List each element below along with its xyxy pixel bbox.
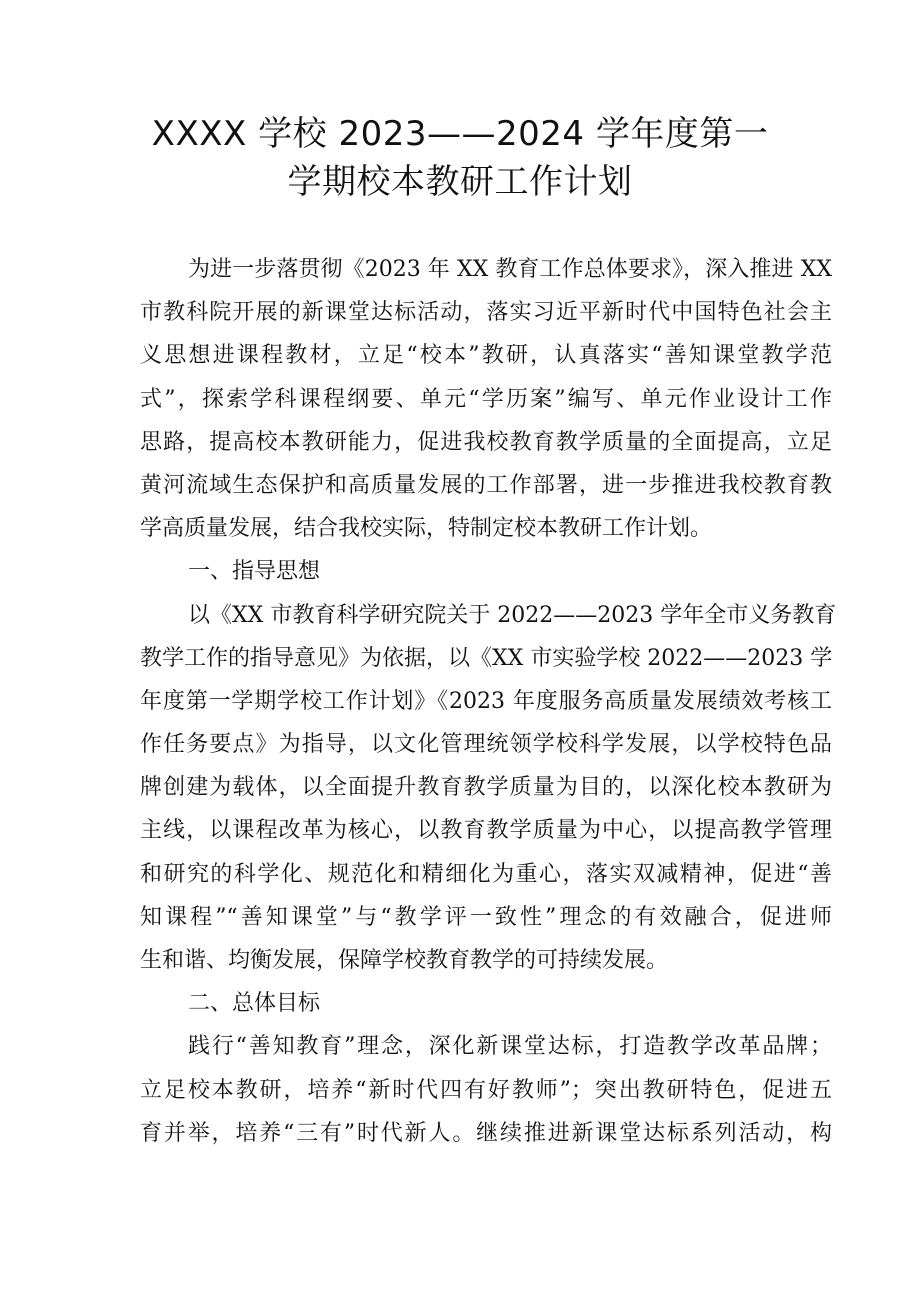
body-line: 立足校本教研，培养“新时代四有好教师”；突出教研特色，促进五 <box>140 1077 832 1103</box>
body-line: 牌创建为载体，以全面提升教育教学质量为目的，以深化校本教研为 <box>140 775 832 801</box>
body-line: 学高质量发展，结合我校实际，特制定校本教研工作计划。 <box>140 516 713 542</box>
body-line: 践行“善知教育”理念，深化新课堂达标，打造教学改革品牌； <box>188 1034 832 1060</box>
body-line: 作任务要点》为指导，以文化管理统领学校科学发展，以学校特色品 <box>140 732 832 758</box>
body-line: 黄河流域生态保护和高质量发展的工作部署，进一步推进我校教育教 <box>140 472 832 498</box>
body-line: 和研究的科学化、规范化和精细化为重心，落实双减精神，促进“善 <box>140 861 832 887</box>
body-line: 教学工作的指导意见》为依据，以《XX 市实验学校 2022——2023 学 <box>140 645 833 671</box>
body-line: 思路，提高校本教研能力，促进我校教育教学质量的全面提高，立足 <box>140 429 832 455</box>
body-line: 义思想进课程教材，立足“校本”教研，认真落实“善知课堂教学范 <box>140 343 832 369</box>
body-line: 式”，探索学科课程纲要、单元“学历案”编写、单元作业设计工作 <box>140 386 832 412</box>
body-line: 知课程”“善知课堂”与“教学评一致性”理念的有效融合，促进师 <box>140 904 832 930</box>
body-line: 主线，以课程改革为核心，以教育教学质量为中心，以提高教学管理 <box>140 818 832 844</box>
body-line: 一、指导思想 <box>188 559 321 585</box>
body-line: 年度第一学期学校工作计划》《2023 年度服务高质量发展绩效考核工 <box>140 688 832 714</box>
body-line: 生和谐、均衡发展，保障学校教育教学的可持续发展。 <box>140 948 669 973</box>
body-line: 育并举，培养“三有”时代新人。继续推进新课堂达标系列活动，构 <box>140 1120 832 1146</box>
document-title-line-2: 学期校本教研工作计划 <box>287 162 633 202</box>
body-line: 二、总体目标 <box>188 991 321 1017</box>
document-title-line-1: XXXX 学校 2023——2024 学年度第一 <box>151 114 769 154</box>
body-line: 以《XX 市教育科学研究院关于 2022——2023 学年全市义务教育 <box>188 602 837 628</box>
document-body <box>140 248 837 1155</box>
body-line: 市教科院开展的新课堂达标活动，落实习近平新时代中国特色社会主 <box>140 300 832 326</box>
body-line: 为进一步落贯彻《2023 年 XX 教育工作总体要求》，深入推进 XX <box>188 257 832 282</box>
